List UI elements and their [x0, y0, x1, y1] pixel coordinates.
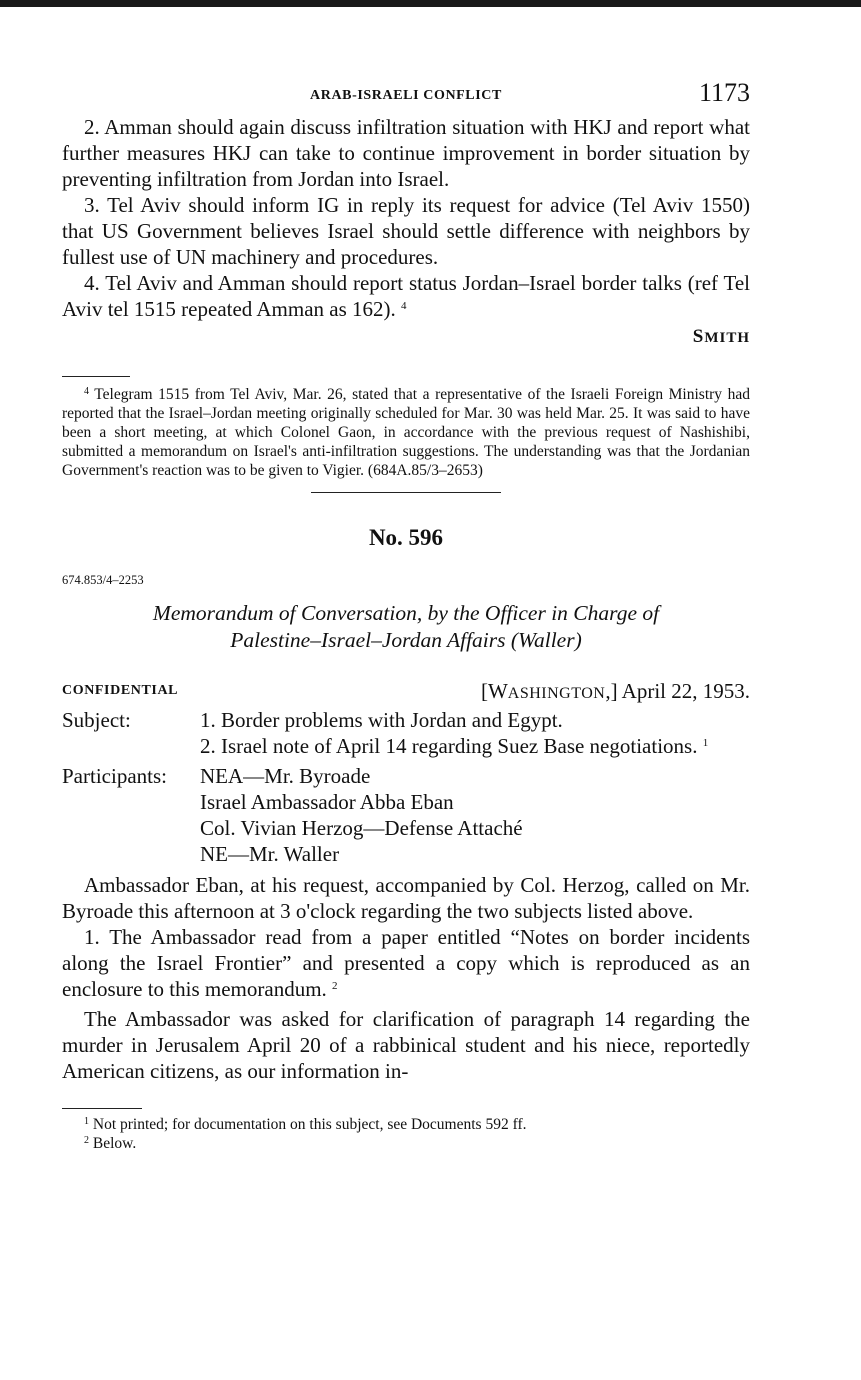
- footnote-1-text: Not printed; for documentation on this subject, see Documents 592 ff.: [92, 1116, 527, 1133]
- footnote-4-text: Telegram 1515 from Tel Aviv, Mar. 26, stated that a representative of the Israeli Foreign Ministry had reported that the Israel–Jordan meeting originally scheduled for Mar. 30 was held Mar. 25. It was said to have been a short meeting, at which Colonel Gaon, in accordance with the previous request of Nashishibi, submitted a memorandum on Israel's anti-infiltration suggestions. The understanding was that the Jordanian Government's reaction was to be given to Vigier. (684A.85/3–2653): [62, 386, 750, 479]
- body-paragraph-3: The Ambassador was asked for clarification of paragraph 14 regarding the murder in Jerusalem April 20 of a rabbinical student and his niece, reportedly American citizens, as our information in-: [62, 1007, 750, 1083]
- participant-name: Israel Ambassador Abba Eban: [200, 790, 454, 814]
- paragraph-4-text: 4. Tel Aviv and Amman should report status Jordan–Israel border talks (ref Tel Aviv tel 1515 repeated Amman as 162).: [62, 271, 750, 321]
- participant-name: NE—Mr. Waller: [200, 842, 340, 866]
- participants-label: Participants:: [62, 764, 167, 788]
- participant-name: Col. Vivian Herzog—Defense Attaché: [200, 816, 523, 840]
- place-and-date: [481, 679, 750, 704]
- page-top-edge: [0, 0, 861, 7]
- document-title-line-2: Palestine–Israel–Jordan Affairs (Waller): [230, 628, 582, 652]
- subject-block: [62, 707, 750, 867]
- page-number: 1173: [698, 78, 750, 107]
- signature-initial: S: [692, 326, 705, 347]
- subject-items: [200, 707, 750, 759]
- running-header: [62, 78, 750, 114]
- running-title: ARAB-ISRAELI CONFLICT: [310, 88, 502, 103]
- subject-item-2: [200, 733, 750, 759]
- place-open-bracket: [: [480, 679, 488, 703]
- paragraph-4-border-talks: [62, 270, 750, 322]
- participants-list: [200, 763, 750, 867]
- subject-item-1: 1. Border problems with Jordan and Egypt.: [200, 708, 563, 732]
- body-paragraph-2: [62, 924, 750, 1002]
- footnote-1-marker: 1: [84, 1116, 89, 1127]
- signature-rest: MITH: [704, 330, 750, 346]
- signature: [62, 326, 750, 348]
- place-initial: W: [487, 679, 508, 703]
- footnote-divider: [62, 376, 130, 377]
- section-divider: [311, 492, 501, 493]
- footnote-2-marker: 2: [84, 1135, 89, 1146]
- classification-line: [62, 679, 750, 707]
- participants-row: [62, 763, 750, 867]
- paragraph-2-amman: 2. Amman should again discuss infiltration situation with HKJ and report what further measures HKJ can take to continue improvement in border situation by preventing infiltration from Jordan into Israel.: [62, 115, 750, 191]
- participant-name: NEA—Mr. Byroade: [200, 764, 371, 788]
- classification: CONFIDENTIAL: [62, 683, 179, 698]
- bottom-footnote-divider: [62, 1108, 142, 1109]
- footnote-4-marker: 4: [84, 386, 89, 397]
- place-rest: ASHINGTON: [507, 685, 606, 702]
- paragraph-3-tel-aviv: 3. Tel Aviv should inform IG in reply its request for advice (Tel Aviv 1550) that US Government believes Israel should settle difference with neighbors by fullest use of UN machinery and procedures.: [62, 193, 750, 269]
- footnote-ref-4: 4: [401, 300, 407, 312]
- footnote-ref-1: 1: [702, 737, 709, 749]
- place-close-bracket: ,]: [605, 679, 618, 703]
- body-paragraph-2-text: 1. The Ambassador read from a paper entitled “Notes on border incidents along the Israel Frontier” and presented a copy which is reproduced as an enclosure to this memorandum.: [62, 925, 750, 1001]
- file-reference: 674.853/4–2253: [62, 573, 144, 587]
- document-title: [62, 600, 750, 654]
- subject-item-2-text: 2. Israel note of April 14 regarding Suez Base negotiations.: [200, 734, 698, 758]
- footnote-4: [62, 385, 750, 480]
- subject-row: [62, 707, 750, 759]
- document-title-line-1: Memorandum of Conversation, by the Officer in Charge of: [152, 601, 660, 625]
- body-paragraph-1: Ambassador Eban, at his request, accompanied by Col. Herzog, called on Mr. Byroade this afternoon at 3 o'clock regarding the two subjects listed above.: [62, 873, 750, 923]
- document-date: April 22, 1953.: [621, 679, 750, 703]
- footnote-2: [62, 1134, 750, 1153]
- document-page: [62, 78, 750, 1153]
- document-number: No. 596: [368, 525, 444, 550]
- footnote-ref-2: 2: [332, 980, 338, 992]
- subject-label: Subject:: [62, 708, 131, 732]
- footnote-1: [62, 1115, 750, 1134]
- footnote-2-text: Below.: [92, 1135, 137, 1152]
